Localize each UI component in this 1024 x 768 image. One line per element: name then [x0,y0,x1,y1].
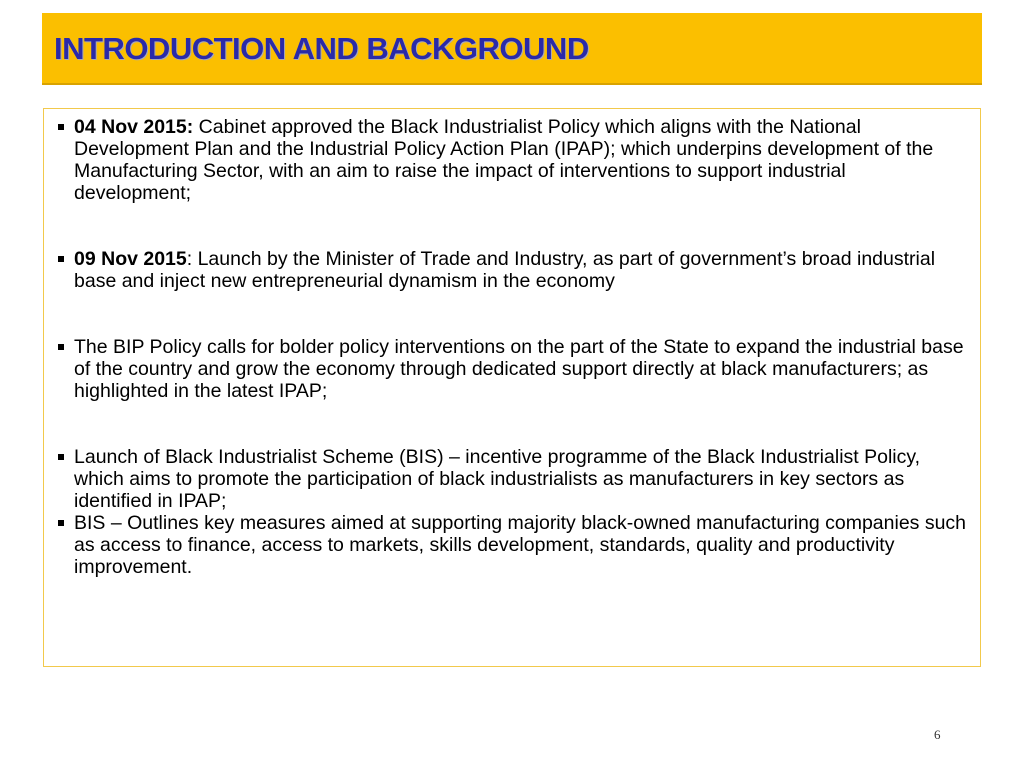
bullet-text: Launch of Black Industrialist Scheme (BIS) – incentive programme of the Black Industrialist Policy, which aims to promote the participation of black industrialists as manufacturers in key sectors as identified in IPAP; [74,446,921,512]
bullet-item [56,116,968,204]
bullet-text: The BIP Policy calls for bolder policy interventions on the part of the State to expand the industrial base of the country and grow the economy through dedicated support directly at black manufacturers; as highlighted in the latest IPAP; [74,336,964,402]
content-box [43,108,981,667]
bullet-lead: 04 Nov 2015: [74,116,194,138]
bullet-text: Cabinet approved the Black Industrialist Policy which aligns with the National Development Plan and the Industrial Policy Action Plan (IPAP); which underpins development of the Manufacturing Sector, with an aim to raise the impact of interventions to support industrial development; [74,116,934,204]
square-bullet-icon [58,256,64,262]
square-bullet-icon [58,520,64,526]
bullet-item [56,446,968,512]
title-banner [42,13,982,85]
page-number: 6 [934,727,941,742]
bullet-item [56,512,968,578]
bullet-list [56,116,968,578]
square-bullet-icon [58,124,64,130]
bullet-lead: 09 Nov 2015 [74,248,187,270]
bullet-text: BIS – Outlines key measures aimed at supporting majority black-owned manufacturing companies such as access to finance, access to markets, skills development, standards, quality and productivity improvement. [74,512,967,578]
square-bullet-icon [58,454,64,460]
slide-title: INTRODUCTION AND BACKGROUND [54,31,589,66]
square-bullet-icon [58,344,64,350]
bullet-item [56,336,968,402]
bullet-item [56,248,968,292]
bullet-text: : Launch by the Minister of Trade and Industry, as part of government’s broad industrial base and inject new entrepreneurial dynamism in the economy [74,248,936,292]
